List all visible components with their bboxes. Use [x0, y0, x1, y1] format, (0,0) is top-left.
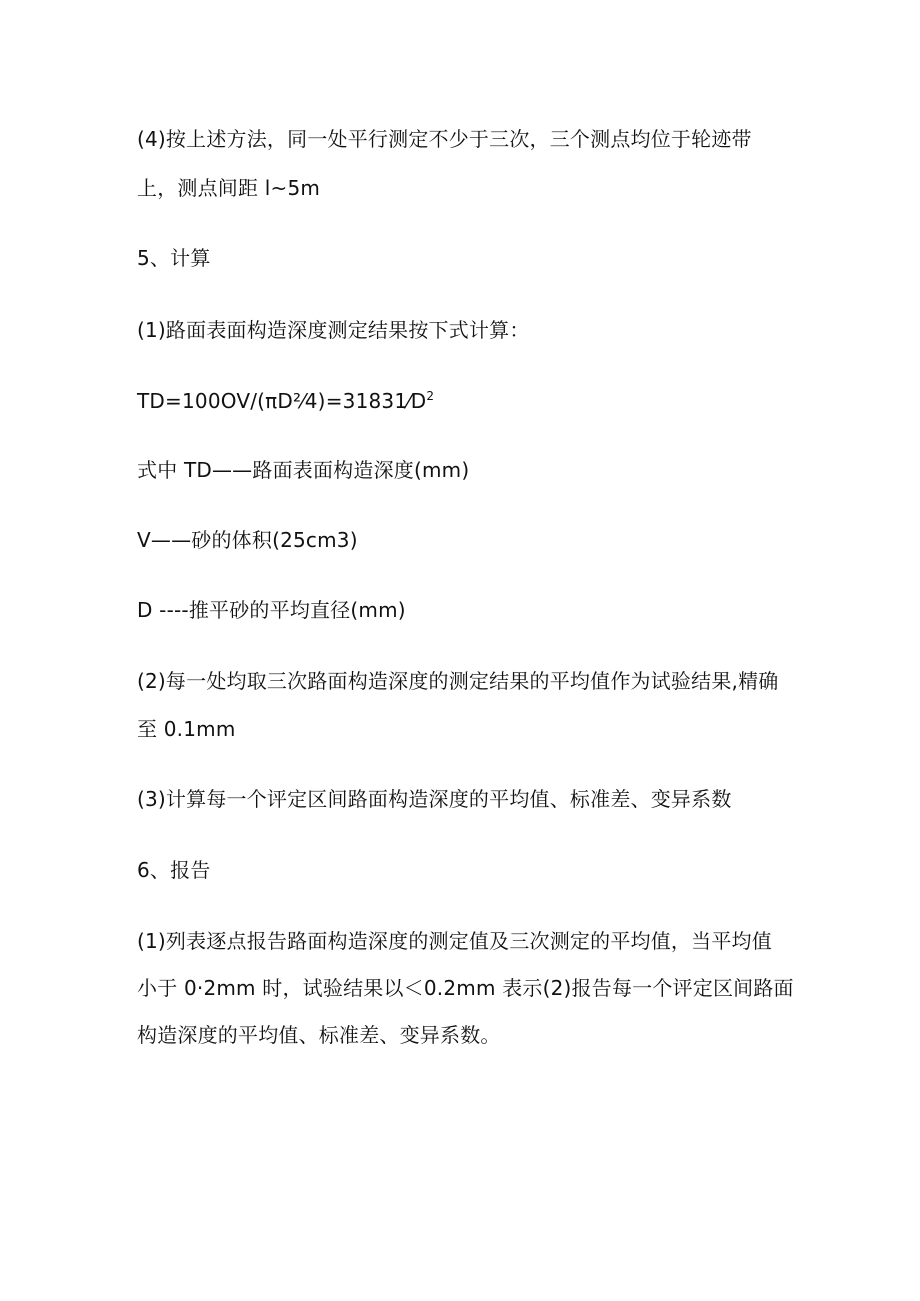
calc2-line2: 至 0.1mm — [137, 717, 236, 741]
calc1-intro: (1)路面表面构造深度测定结果按下式计算： — [137, 318, 530, 342]
formula — [137, 389, 434, 413]
report-line3: 构造深度的平均值、标准差、变异系数。 — [137, 1023, 501, 1047]
legend-d: D ----推平砂的平均直径(mm) — [137, 598, 406, 622]
legend-td: 式中 TD——路面表面构造深度(mm) — [137, 458, 470, 482]
step4-line2: 上，测点间距 l~5m — [137, 176, 321, 200]
section6-heading: 6、报告 — [137, 858, 211, 882]
legend-v: V——砂的体积(25cm3) — [137, 528, 358, 552]
section5-heading: 5、计算 — [137, 246, 211, 270]
calc2-line1: (2)每一处均取三次路面构造深度的测定结果的平均值作为试验结果,精确 — [137, 669, 779, 693]
calc3: (3)计算每一个评定区间路面构造深度的平均值、标准差、变异系数 — [137, 787, 732, 811]
formula-main: TD=100OV/(πD²⁄4)=31831⁄D — [137, 389, 427, 413]
step4-line1: (4)按上述方法，同一处平行测定不少于三次，三个测点均位于轮迹带 — [137, 127, 752, 151]
report-line1: (1)列表逐点报告路面构造深度的测定值及三次测定的平均值，当平均值 — [137, 929, 772, 953]
formula-superscript: 2 — [426, 389, 435, 403]
report-line2: 小于 0·2mm 时，试验结果以＜0.2mm 表示(2)报告每一个评定区间路面 — [137, 976, 794, 1000]
